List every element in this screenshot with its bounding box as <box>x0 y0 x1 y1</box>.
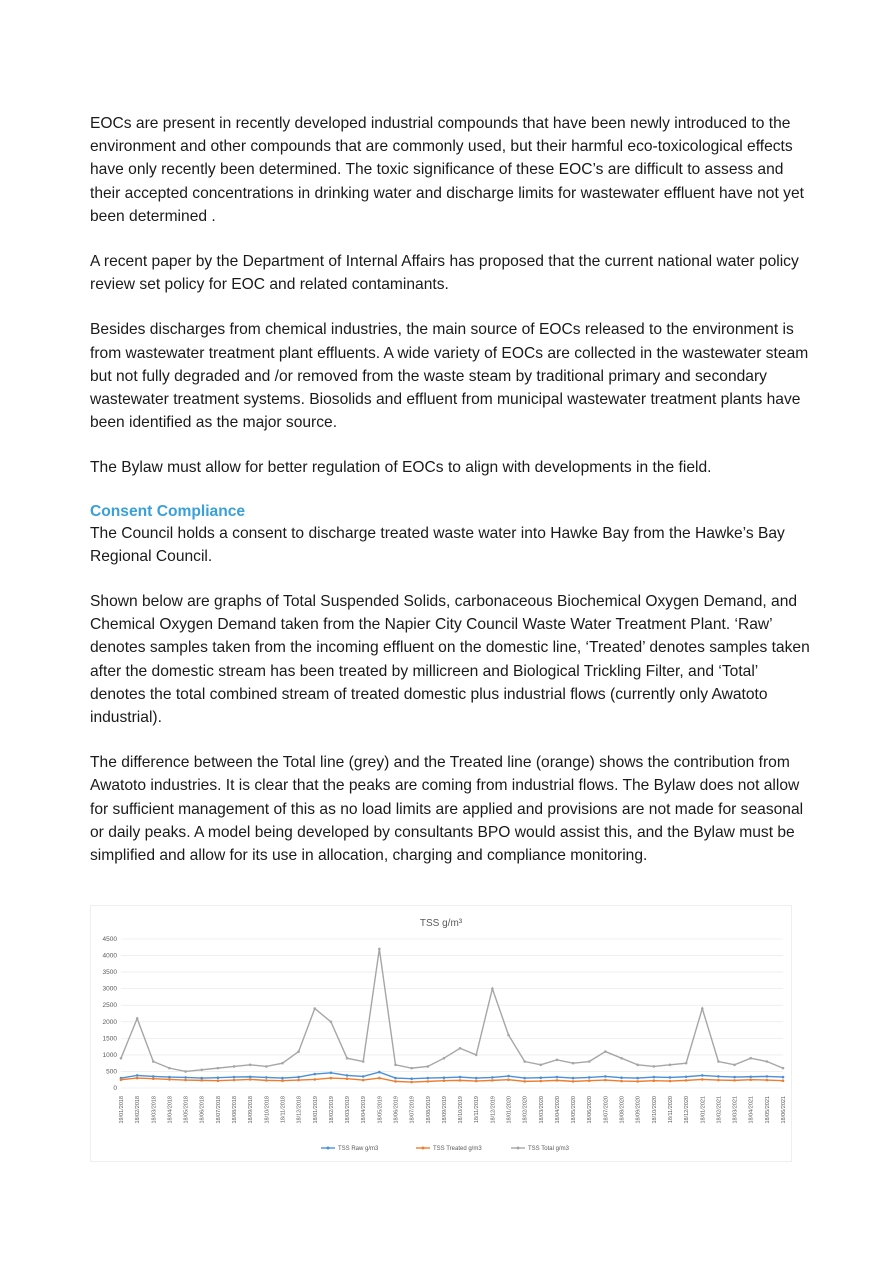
x-tick-label: 18/07/2020 <box>603 1096 610 1124</box>
x-tick-label: 18/07/2018 <box>215 1096 222 1124</box>
tss-chart <box>90 905 792 1162</box>
data-point <box>217 1067 220 1070</box>
data-point <box>168 1076 171 1079</box>
y-tick-label: 0 <box>113 1085 117 1092</box>
data-point <box>588 1060 591 1063</box>
data-point <box>669 1080 672 1083</box>
data-point <box>523 1077 526 1080</box>
data-point <box>475 1080 478 1083</box>
data-point <box>346 1057 349 1060</box>
data-point <box>701 1074 704 1077</box>
x-tick-label: 18/06/2020 <box>587 1096 594 1124</box>
data-point <box>136 1077 139 1080</box>
y-tick-label: 4000 <box>102 952 117 960</box>
data-point <box>540 1076 543 1079</box>
x-tick-label: 18/10/2018 <box>264 1096 271 1124</box>
x-tick-label: 18/11/2020 <box>667 1096 674 1124</box>
data-point <box>669 1076 672 1079</box>
data-point <box>766 1075 769 1078</box>
data-point <box>136 1074 139 1077</box>
data-point <box>378 948 381 951</box>
data-point <box>653 1076 656 1079</box>
x-tick-label: 18/05/2018 <box>183 1096 190 1124</box>
data-point <box>152 1077 155 1080</box>
data-point <box>152 1060 155 1063</box>
x-tick-label: 18/02/2018 <box>135 1096 142 1124</box>
series-line-tss-total-g-m- <box>121 949 783 1072</box>
x-tick-label: 18/06/2021 <box>781 1096 787 1124</box>
x-tick-label: 18/04/2021 <box>748 1096 755 1124</box>
data-point <box>540 1064 543 1067</box>
y-tick-label: 1500 <box>102 1035 117 1043</box>
data-point <box>394 1064 397 1067</box>
data-point <box>491 1079 494 1082</box>
legend-marker <box>517 1147 520 1150</box>
data-point <box>426 1065 429 1068</box>
x-tick-label: 18/02/2021 <box>716 1096 723 1124</box>
data-point <box>330 1071 333 1074</box>
data-point <box>200 1068 203 1071</box>
paragraph-bylaw-eoc: The Bylaw must allow for better regulation of EOCs to align with developments in the field. <box>90 459 712 477</box>
data-point <box>507 1078 510 1081</box>
x-tick-label: 18/06/2018 <box>199 1096 206 1124</box>
x-tick-label: 18/09/2020 <box>635 1096 642 1124</box>
x-tick-label: 19/01/2018 <box>119 1096 125 1124</box>
data-point <box>717 1060 720 1063</box>
data-point <box>426 1080 429 1083</box>
data-point <box>572 1062 575 1065</box>
legend-marker <box>327 1147 330 1150</box>
data-point <box>685 1075 688 1078</box>
chart-title: TSS g/m³ <box>419 918 463 929</box>
data-point <box>604 1079 607 1082</box>
x-tick-label: 18/01/2021 <box>700 1096 707 1124</box>
data-point <box>523 1060 526 1063</box>
data-point <box>443 1057 446 1060</box>
data-point <box>217 1076 220 1079</box>
data-point <box>233 1065 236 1068</box>
x-tick-label: 18/04/2018 <box>167 1096 174 1124</box>
data-point <box>362 1075 365 1078</box>
data-point <box>168 1067 171 1070</box>
data-point <box>249 1064 252 1067</box>
data-point <box>459 1047 462 1050</box>
data-point <box>717 1079 720 1082</box>
data-point <box>394 1080 397 1083</box>
data-point <box>313 1007 316 1010</box>
data-point <box>749 1075 752 1078</box>
document-body <box>90 112 810 889</box>
data-point <box>297 1050 300 1053</box>
data-point <box>281 1077 284 1080</box>
data-point <box>733 1076 736 1079</box>
data-point <box>766 1060 769 1063</box>
data-point <box>394 1077 397 1080</box>
data-point <box>620 1080 623 1083</box>
x-tick-label: 18/04/2019 <box>361 1096 368 1124</box>
data-point <box>426 1077 429 1080</box>
data-point <box>233 1079 236 1082</box>
data-point <box>540 1080 543 1083</box>
x-tick-label: 18/12/2018 <box>296 1096 303 1124</box>
data-point <box>281 1079 284 1082</box>
data-point <box>217 1079 220 1082</box>
data-point <box>265 1079 268 1082</box>
x-tick-label: 18/04/2020 <box>554 1096 561 1124</box>
x-tick-label: 18/03/2020 <box>538 1096 545 1124</box>
data-point <box>620 1076 623 1079</box>
paragraph-consent: The Council holds a consent to discharge treated waste water into Hawke Bay from the Hawke’s Bay Regional Council. <box>90 524 785 565</box>
data-point <box>766 1079 769 1082</box>
data-point <box>701 1078 704 1081</box>
data-point <box>669 1064 672 1067</box>
section-heading-consent-compliance: Consent Compliance <box>90 502 246 520</box>
data-point <box>733 1064 736 1067</box>
series-line-tss-treated-g-m- <box>121 1078 783 1082</box>
legend-label: TSS Treated g/m3 <box>433 1146 482 1152</box>
x-tick-label: 18/08/2018 <box>232 1096 239 1124</box>
paragraph-eoc-sources: Besides discharges from chemical industries, the main source of EOCs released to the environment is from wastewater treatment plant effluents. A wide variety of EOCs are collected in the wastewater steam but not fully degraded and /or removed from the waste steam by traditional primary and secondary wastewater treatment systems. Biosolids and effluent from municipal wastewater treatment plants have been identified as the major source. <box>90 321 809 432</box>
legend-marker <box>422 1147 425 1150</box>
paragraph-graphs-description: Shown below are graphs of Total Suspended Solids, carbonaceous Biochemical Oxygen Demand, and Chemical Oxygen Demand taken from the Napier City Council Waste Water Treatment Plant. ‘Raw’ denotes samples taken from the incoming effluent on the domestic line, ‘Treated’ denotes samples taken after the domestic stream has been treated by millicreen and Biological Trickling Filter, and ‘Total’ denotes the total combined stream of treated domestic plus industrial flows (currently only Awatoto industrial). <box>90 593 810 727</box>
data-point <box>475 1054 478 1057</box>
data-point <box>168 1078 171 1081</box>
data-point <box>653 1065 656 1068</box>
x-tick-label: 18/01/2019 <box>312 1096 319 1124</box>
data-point <box>556 1079 559 1082</box>
x-tick-label: 18/01/2020 <box>506 1096 513 1124</box>
data-point <box>120 1057 123 1060</box>
data-point <box>265 1065 268 1068</box>
data-point <box>410 1067 413 1070</box>
x-tick-label: 18/02/2020 <box>522 1096 529 1124</box>
data-point <box>685 1079 688 1082</box>
x-tick-label: 18/05/2021 <box>764 1096 771 1124</box>
y-tick-label: 2500 <box>102 1002 117 1010</box>
data-point <box>443 1079 446 1082</box>
data-point <box>507 1075 510 1078</box>
data-point <box>184 1079 187 1082</box>
x-tick-label: 18/12/2020 <box>684 1096 691 1124</box>
x-tick-label: 18/02/2019 <box>328 1096 335 1124</box>
data-point <box>556 1076 559 1079</box>
series-line-tss-raw-g-m- <box>121 1072 783 1079</box>
legend-label: TSS Raw g/m3 <box>338 1146 379 1152</box>
data-point <box>749 1057 752 1060</box>
data-point <box>701 1007 704 1010</box>
x-tick-label: 18/03/2021 <box>732 1096 739 1124</box>
paragraph-dia-paper: A recent paper by the Department of Internal Affairs has proposed that the current national water policy review set policy for EOC and related contaminants. <box>90 253 799 294</box>
data-point <box>313 1078 316 1081</box>
data-point <box>636 1080 639 1083</box>
data-point <box>330 1020 333 1023</box>
data-point <box>491 987 494 990</box>
data-point <box>604 1075 607 1078</box>
data-point <box>410 1081 413 1084</box>
tss-chart-svg <box>91 906 791 1161</box>
data-point <box>249 1078 252 1081</box>
data-point <box>685 1062 688 1065</box>
data-point <box>136 1017 139 1020</box>
data-point <box>588 1076 591 1079</box>
data-point <box>636 1064 639 1067</box>
data-point <box>475 1077 478 1080</box>
data-point <box>572 1077 575 1080</box>
data-point <box>120 1078 123 1081</box>
data-point <box>604 1050 607 1053</box>
data-point <box>782 1067 785 1070</box>
data-point <box>588 1079 591 1082</box>
data-point <box>782 1076 785 1079</box>
data-point <box>459 1076 462 1079</box>
data-point <box>297 1076 300 1079</box>
x-tick-label: 18/09/2019 <box>441 1096 448 1124</box>
data-point <box>346 1077 349 1080</box>
data-point <box>507 1034 510 1037</box>
data-point <box>265 1076 268 1079</box>
legend-label: TSS Total g/m3 <box>528 1146 569 1152</box>
data-point <box>330 1077 333 1080</box>
x-tick-label: 18/12/2019 <box>490 1096 497 1124</box>
data-point <box>362 1079 365 1082</box>
x-tick-label: 18/10/2020 <box>651 1096 658 1124</box>
x-tick-label: 18/07/2019 <box>409 1096 416 1124</box>
data-point <box>491 1076 494 1079</box>
data-point <box>636 1077 639 1080</box>
x-tick-label: 18/03/2019 <box>345 1096 352 1124</box>
data-point <box>749 1078 752 1081</box>
x-tick-label: 18/06/2019 <box>393 1096 400 1124</box>
data-point <box>362 1060 365 1063</box>
data-point <box>459 1079 462 1082</box>
data-point <box>249 1075 252 1078</box>
data-point <box>184 1070 187 1073</box>
y-tick-label: 3500 <box>102 969 117 977</box>
data-point <box>523 1080 526 1083</box>
x-tick-label: 18/10/2019 <box>458 1096 465 1124</box>
data-point <box>200 1079 203 1082</box>
data-point <box>620 1057 623 1060</box>
data-point <box>281 1062 284 1065</box>
data-point <box>410 1077 413 1080</box>
data-point <box>733 1079 736 1082</box>
paragraph-eoc-intro: EOCs are present in recently developed industrial compounds that have been newly introduced to the environment and other compounds that are commonly used, but their harmful eco-toxicological effects have only recently been determined. The toxic significance of these EOC’s are difficult to assess and their accepted concentrations in drinking water and discharge limits for wastewater effluent have not yet been determined . <box>90 115 804 225</box>
x-tick-label: 18/08/2019 <box>425 1096 432 1124</box>
y-tick-label: 500 <box>106 1068 117 1076</box>
data-point <box>313 1073 316 1076</box>
data-point <box>378 1077 381 1080</box>
y-tick-label: 3000 <box>102 985 117 993</box>
y-tick-label: 1000 <box>102 1051 117 1059</box>
x-tick-label: 18/03/2018 <box>151 1096 158 1124</box>
data-point <box>346 1074 349 1077</box>
data-point <box>717 1075 720 1078</box>
data-point <box>152 1075 155 1078</box>
data-point <box>782 1079 785 1082</box>
x-tick-label: 18/09/2018 <box>248 1096 255 1124</box>
data-point <box>378 1071 381 1074</box>
data-point <box>653 1079 656 1082</box>
y-tick-label: 4500 <box>102 936 117 943</box>
x-tick-label: 18/11/2019 <box>474 1096 481 1124</box>
y-tick-label: 2000 <box>102 1018 117 1026</box>
data-point <box>572 1080 575 1083</box>
data-point <box>233 1076 236 1079</box>
data-point <box>184 1076 187 1079</box>
data-point <box>200 1077 203 1080</box>
x-tick-label: 18/11/2018 <box>280 1096 287 1124</box>
data-point <box>297 1079 300 1082</box>
paragraph-industry-contribution: The difference between the Total line (grey) and the Treated line (orange) shows the contribution from Awatoto industries. It is clear that the peaks are coming from industrial flows. The Bylaw does not allow for sufficient management of this as no load limits are applied and provisions are not made for seasonal or daily peaks. A model being developed by consultants BPO would assist this, and the Bylaw must be simplified and allow for its use in allocation, charging and compliance monitoring. <box>90 754 804 865</box>
data-point <box>443 1076 446 1079</box>
x-tick-label: 18/05/2020 <box>571 1096 578 1124</box>
x-tick-label: 18/08/2020 <box>619 1096 626 1124</box>
data-point <box>556 1059 559 1062</box>
x-tick-label: 18/05/2019 <box>377 1096 384 1124</box>
